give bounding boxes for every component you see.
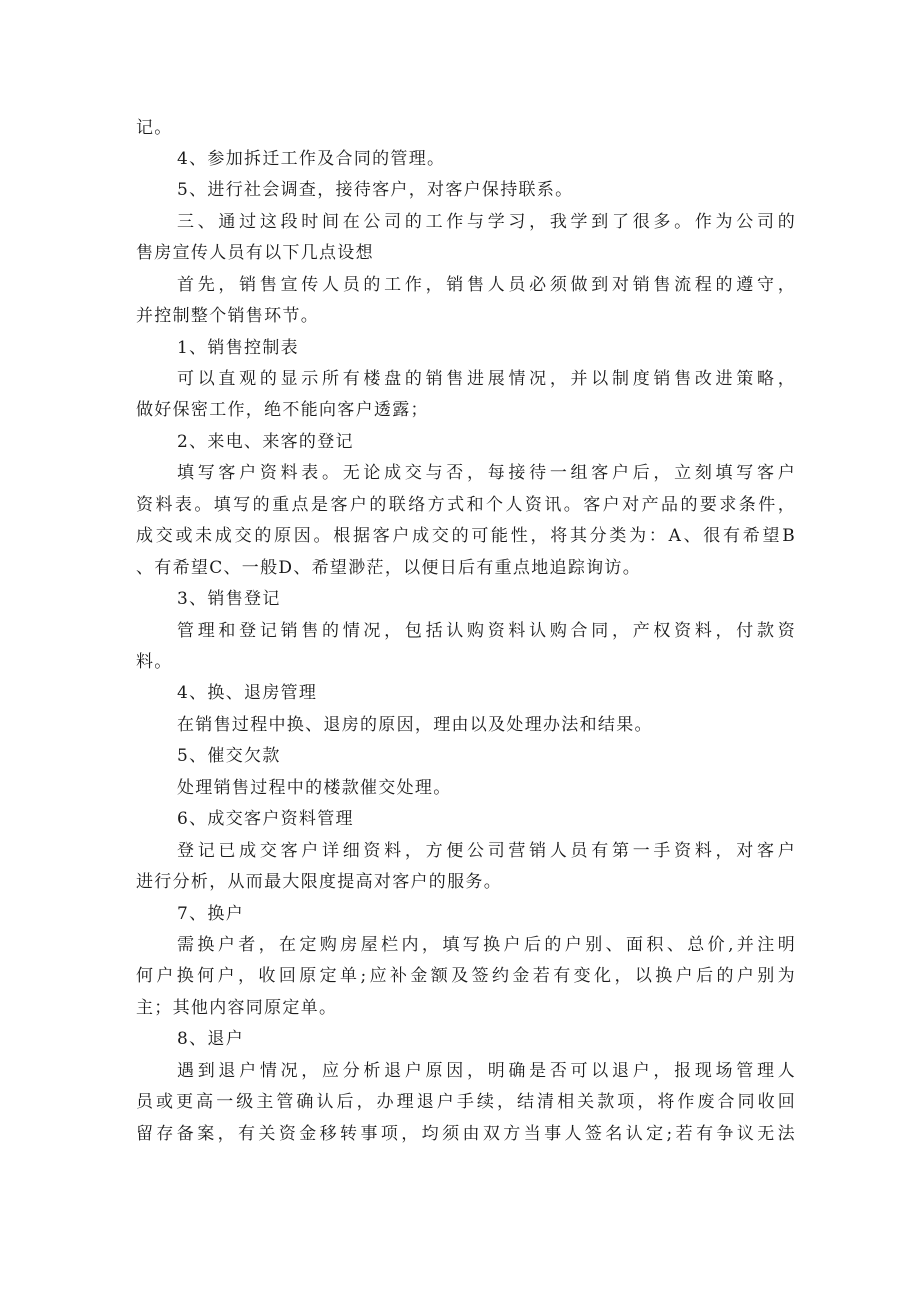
paragraph-line: 遇到退户情况，应分析退户原因，明确是否可以退户，报现场管理人 [177,1061,796,1081]
paragraph-line: 、有希望C、一般D、希望渺茫，以便日后有重点地追踪询访。 [136,558,642,578]
paragraph-line: 可以直观的显示所有楼盘的销售进展情况，并以制度销售改进策略， [177,369,796,389]
subheading-line: 1、销售控制表 [177,338,299,358]
paragraph-line: 管理和登记销售的情况，包括认购资料认购合同，产权资料，付款资 [177,621,796,641]
list-item-line: 5、进行社会调查，接待客户，对客户保持联系。 [177,180,574,200]
section-heading-line: 三、通过这段时间在公司的工作与学习，我学到了很多。作为公司的 [177,212,796,232]
paragraph-line: 在销售过程中换、退房的原因，理由以及处理办法和结果。 [177,715,653,735]
paragraph-line: 需换户者，在定购房屋栏内，填写换户后的户别、面积、总价,并注明 [177,935,796,955]
paragraph-line: 何户换何户，收回原定单;应补金额及签约金若有变化，以换户后的户别为 [136,966,796,986]
paragraph-line: 首先，销售宣传人员的工作，销售人员必须做到对销售流程的遵守， [177,275,796,295]
list-item-line: 4、参加拆迁工作及合同的管理。 [177,149,446,169]
paragraph-line: 员或更高一级主管确认后，办理退户手续，结清相关款项，将作废合同收回 [136,1092,796,1112]
subheading-line: 6、成交客户资料管理 [177,809,354,829]
paragraph-line: 并控制整个销售环节。 [136,306,319,326]
paragraph-line: 记。 [136,118,173,138]
subheading-line: 7、换户 [177,904,245,924]
paragraph-line: 填写客户资料表。无论成交与否，每接待一组客户后，立刻填写客户 [177,463,796,483]
subheading-line: 5、催交欠款 [177,746,281,766]
subheading-line: 2、来电、来客的登记 [177,432,354,452]
paragraph-line: 主；其他内容同原定单。 [136,998,338,1018]
paragraph-line: 料。 [136,652,173,672]
paragraph-line: 登记已成交客户详细资料，方便公司营销人员有第一手资料，对客户 [177,841,796,861]
subheading-line: 4、换、退房管理 [177,683,318,703]
paragraph-line: 做好保密工作，绝不能向客户透露； [136,400,429,420]
paragraph-line: 进行分析，从而最大限度提高对客户的服务。 [136,872,502,892]
subheading-line: 3、销售登记 [177,589,281,609]
paragraph-line: 留存备案，有关资金移转事项，均须由双方当事人签名认定;若有争议无法 [136,1124,796,1144]
paragraph-line: 资料表。填写的重点是客户的联络方式和个人资讯。客户对产品的要求条件， [136,495,796,515]
subheading-line: 8、退户 [177,1029,245,1049]
paragraph-line: 售房宣传人员有以下几点设想 [136,243,374,263]
paragraph-line: 处理销售过程中的楼款催交处理。 [177,778,452,798]
paragraph-line: 成交或未成交的原因。根据客户成交的可能性，将其分类为：A、很有希望B [136,526,796,546]
